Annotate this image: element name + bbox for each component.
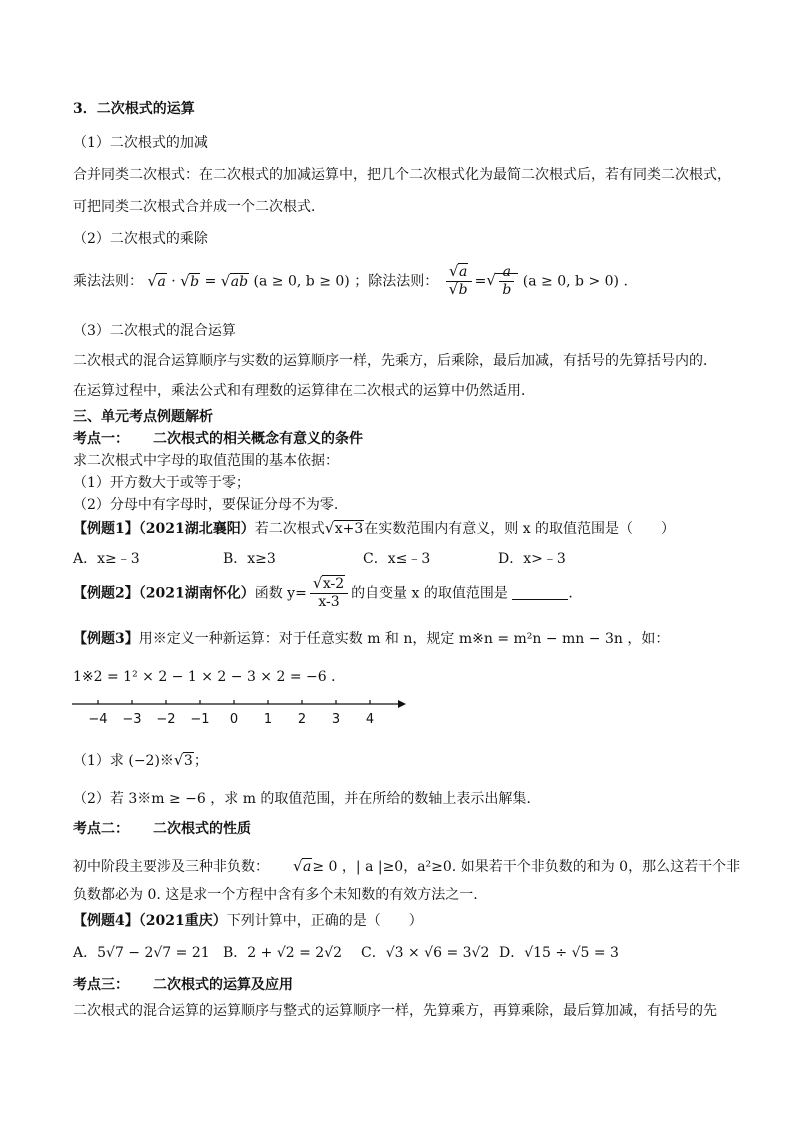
example-1-stem [73,520,675,538]
sqrt-a: √ a [293,858,312,876]
sqrt-ab: √ ab [221,265,249,299]
part-heading: 三、单元考点例题解析 [73,409,213,425]
paragraph-line: 二次根式的混合运算的运算顺序与整式的运算顺序一样，先算乘方，再算乘除，最后算加减，有括号的先 [73,1003,717,1019]
number-line-label: −1 [190,712,210,727]
number-line-label: 3 [331,712,341,727]
paragraph-line: 在运算过程中，乘法公式和有理数的运算律在二次根式的运算中仍然适用． [73,383,535,399]
mul-div-rules: 乘法法则： √ a · √ b = √ ab (a ≥ 0, b ≥ 0) ；除法法则： √ a √ b = √ $\frac{a}{b}$ (a ≥ 0, b > 0) . [73,264,628,299]
example-source: （2021湖北襄阳） [138,521,255,537]
answer-blank [512,585,568,600]
example-tag: 【例题4】 [73,913,139,929]
key-point-title: 二次根式的性质 [153,821,251,837]
question-text: （1）求 (−2)※ [73,753,174,769]
sqrt-a: √ a [147,265,166,299]
paragraph-line: 求二次根式中字母的取值范围的基本依据： [73,453,339,469]
paragraph-line: 可把同类二次根式合并成一个二次根式． [73,199,325,215]
example-source: （2021湖南怀化） [138,585,255,602]
option-c: C．x≤﹣3 [363,551,431,567]
number-line-label: −3 [122,712,142,727]
stem-text: 用※定义一种新运算：对于任意实数 m 和 n，规定 m※n = m²n − mn − 3n ，如： [138,631,670,647]
key-point-label: 考点三： [73,977,129,993]
number-line-label: −4 [88,712,108,727]
key-point-1 [73,430,363,448]
paragraph-line: 负数都必为 0. 这是求一个方程中含有多个未知数的有效方法之一. [73,887,478,903]
subsection-title-add-sub: （1）二次根式的加减 [73,135,208,151]
option-c: C．√3 × √6 = 3√2 [361,945,490,961]
example-4-stem [73,912,423,930]
stem-text: 的自变量 x 的取值范围是 [351,585,508,602]
option-b: B．x≥3 [223,551,276,567]
paragraph-line: 二次根式的混合运算顺序与实数的运算顺序一样，先乘方，后乘除，最后加减，有括号的先算括号内的． [73,353,717,369]
example-1-options [73,550,566,568]
example-3-q2: （2）若 3※m ≥ −6 ，求 m 的取值范围，并在所给的数轴上表示出解集. [73,791,531,807]
mult-rule-label: 乘法法则： [73,273,143,290]
number-line-label: 0 [229,712,239,727]
div-condition: (a ≥ 0, b > 0) [522,273,620,290]
stem-text: 若二次根式 [254,521,325,537]
example-2-stem: 【例题2】（2021湖南怀化）函数 y= √ $\frac{x-2}{x-3}$ 的自变量 x 的取值范围是 . [73,576,573,611]
key-point-title: 二次根式的相关概念有意义的条件 [153,431,363,447]
example-3-stem [73,630,669,648]
paragraph-line: 合并同类二次根式：在二次根式的加减运算中，把几个二次根式化为最简二次根式后，若有同类二次根式， [73,167,731,183]
example-tag: 【例题1】 [73,521,139,537]
example-source: （2021重庆） [138,913,227,929]
function-fraction: √ $\frac{x-2}{x-3}$ [310,576,348,611]
example-tag: 【例题2】 [73,585,139,602]
option-d: D．x>﹣3 [498,551,566,567]
example-tag: 【例题3】 [73,631,139,647]
stem-text: 函数 y= [254,585,307,602]
example-3-demo: 1※2 = 1² × 2 − 1 × 2 − 3 × 2 = −6 ． [73,669,346,685]
key-point-label: 考点一： [73,431,129,447]
number-line [70,692,415,732]
list-item: （1）开方数大于或等于零； [73,475,250,491]
number-line-label: 4 [365,712,375,727]
subsection-title-mul-div: （2）二次根式的乘除 [73,231,208,247]
div-lhs-fraction: √ a √ b [446,264,472,299]
div-rhs-sqrt: √ $\frac{a}{b}$ [486,264,518,299]
mult-condition: (a ≥ 0, b ≥ 0) [253,273,350,290]
number-line-label: 1 [263,712,273,727]
div-rule-label: ；除法法则： [354,273,439,290]
key-point-2 [73,820,251,838]
key-point-label: 考点二： [73,821,129,837]
sqrt-expression: √ x+3 [325,520,365,538]
key-point-title: 二次根式的运算及应用 [153,977,293,993]
stem-text: 在实数范围内有意义，则 x 的取值范围是（ ） [364,521,676,537]
example-3-q1: （1）求 (−2)※√ 3； [73,752,208,770]
number-line-arrow [398,700,406,708]
subsection-title-mixed: （3）二次根式的混合运算 [73,323,236,339]
option-b: B．2 + √2 = 2√2 [223,945,343,961]
sqrt-b: √ b [180,265,200,299]
option-d: D．√15 ÷ √5 = 3 [499,945,619,961]
option-a: A．x≥﹣3 [73,551,140,567]
number-line-label: −2 [156,712,176,727]
stem-text: 下列计算中，正确的是（ ） [226,913,423,929]
number-line-label: 2 [297,712,307,727]
section-heading: 3．二次根式的运算 [73,101,195,117]
key-point-3 [73,976,293,994]
list-item: （2）分母中有字母时，要保证分母不为零. [73,497,339,513]
example-4-options [73,944,619,962]
paragraph-line: 初中阶段主要涉及三种非负数：√ a≥ 0 ，| a |≥0，a²≥0. 如果若干个非负数的和为 0，那么这若干个非 [73,858,740,876]
sqrt-3: √ 3 [174,752,194,770]
option-a: A．5√7 − 2√7 = 21 [73,945,210,961]
